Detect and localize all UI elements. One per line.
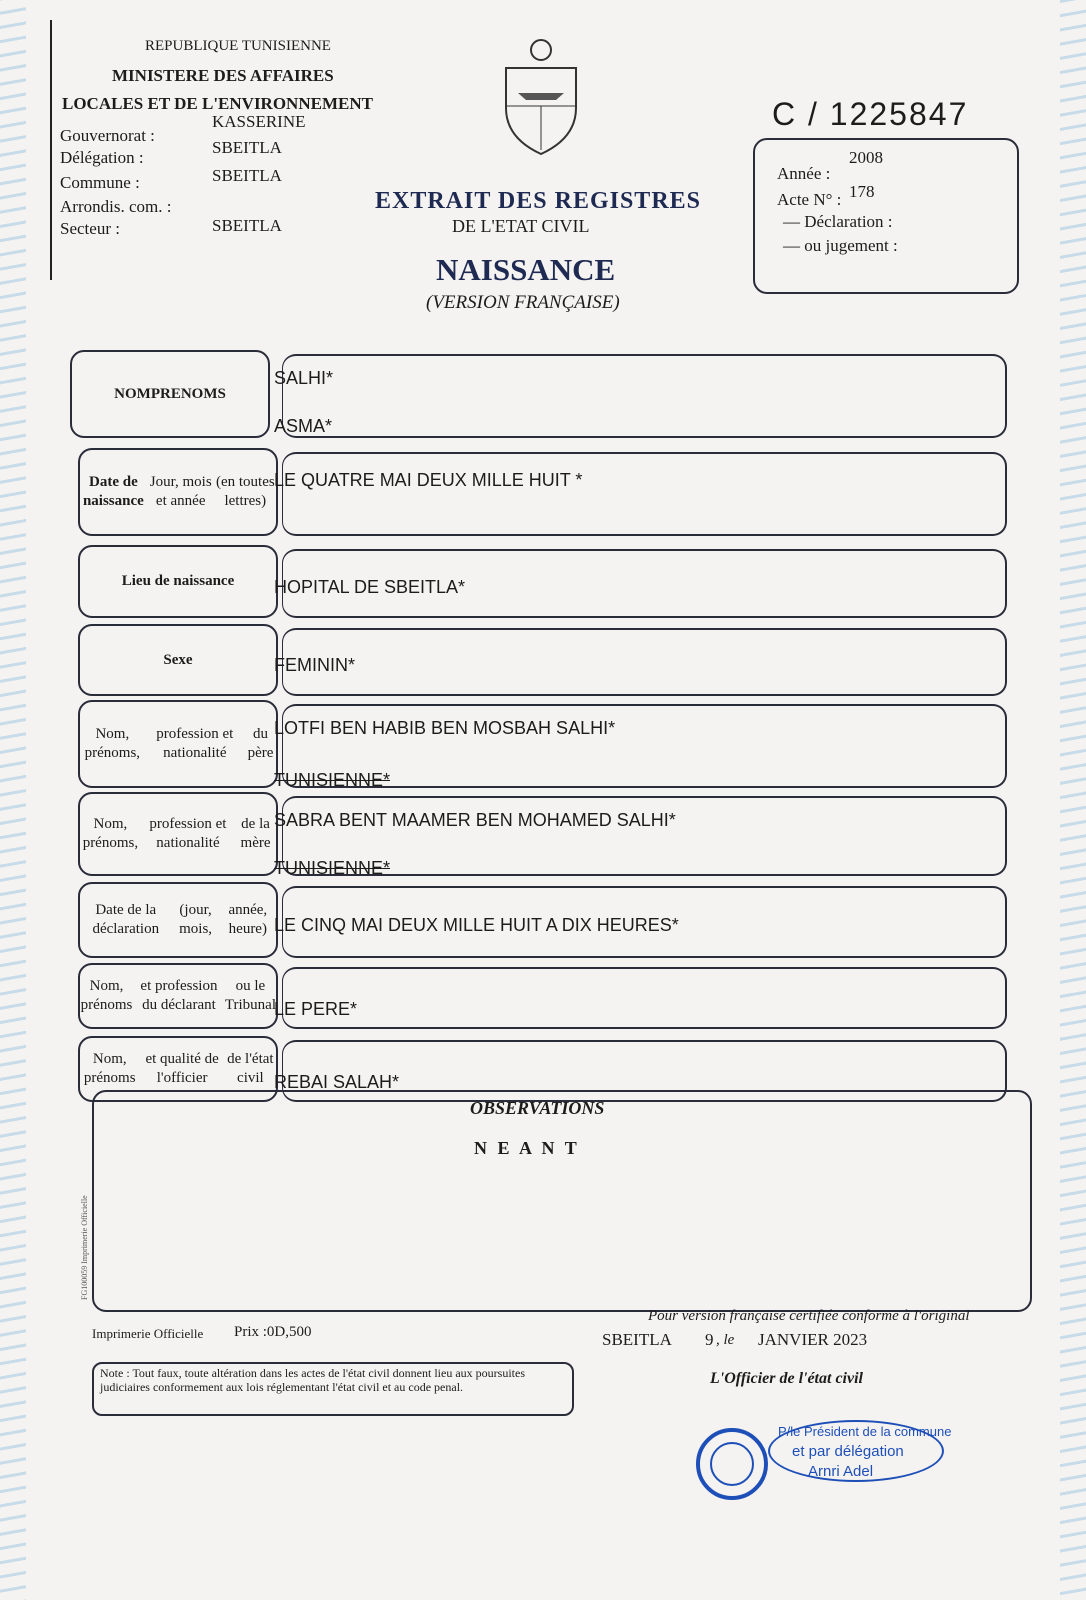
certified-text: Pour version française certifiée conforme à l'original xyxy=(648,1308,970,1324)
row-value: TUNISIENNE* xyxy=(274,770,391,790)
row-value: HOPITAL DE SBEITLA* xyxy=(274,576,466,597)
footer-day: 9 xyxy=(705,1330,714,1349)
title-etat-civil: DE L'ETAT CIVIL xyxy=(452,216,590,236)
row-label xyxy=(70,350,270,438)
officer-title: L'Officier de l'état civil xyxy=(710,1370,863,1387)
row-value: TUNISIENNE* xyxy=(274,858,391,878)
row-value-box xyxy=(282,628,1007,696)
row-label xyxy=(78,963,278,1029)
row-label-line: année, heure) xyxy=(228,902,268,937)
row-label-line: Nom, prénoms, xyxy=(84,726,141,761)
title-extrait: EXTRAIT DES REGISTRES xyxy=(375,188,702,214)
republic-label: REPUBLIQUE TUNISIENNE xyxy=(145,38,331,54)
row-label xyxy=(78,792,278,876)
row-label-line: Date de la déclaration xyxy=(92,902,160,937)
row-value: LE QUATRE MAI DEUX MILLE HUIT * xyxy=(274,470,583,490)
row-value: LOTFI BEN HABIB BEN MOSBAH SALHI* xyxy=(274,718,616,738)
footer-place: SBEITLA xyxy=(602,1330,672,1349)
right-border-pattern xyxy=(1060,0,1086,1600)
row-value: SALHI* xyxy=(274,368,334,388)
row-label-line: profession et nationalité xyxy=(149,816,227,851)
field-value: SBEITLA xyxy=(212,138,282,157)
observations-box xyxy=(92,1090,1032,1312)
row-label-line: de l'état civil xyxy=(227,1051,274,1086)
price-label: Prix :0D,500 xyxy=(234,1324,312,1340)
row-label-line: (en toutes lettres) xyxy=(215,474,275,509)
row-label xyxy=(78,545,278,618)
ministry-line1: MINISTERE DES AFFAIRES xyxy=(112,66,334,85)
row-label-line: (jour, mois, xyxy=(179,902,213,937)
field-value: KASSERINE xyxy=(212,112,306,131)
row-label-line: Nom, prénoms, xyxy=(82,816,139,851)
row-label-line: NOM xyxy=(114,385,151,402)
row-value: SABRA BENT MAAMER BEN MOHAMED SALHI* xyxy=(274,810,676,830)
row-value-box xyxy=(282,796,1007,876)
margin-line xyxy=(50,20,52,280)
field-label: Secteur : xyxy=(60,219,120,238)
row-value: FEMININ* xyxy=(274,655,355,675)
field-value: SBEITLA xyxy=(212,166,282,185)
row-label-line: Nom, prénoms xyxy=(80,978,133,1013)
row-label-line: Sexe xyxy=(163,651,193,668)
footer-le: , le xyxy=(716,1332,735,1348)
field-value: SBEITLA xyxy=(212,216,282,235)
field-label: Commune : xyxy=(60,173,140,192)
title-version: (VERSION FRANÇAISE) xyxy=(426,292,620,313)
legal-note: Note : Tout faux, toute altération dans les actes de l'état civil donnent lieu aux poursuites judiciaires conformement aux lois réglementant l'état civil et au code penal. xyxy=(92,1362,574,1416)
annee-label: Année : xyxy=(777,164,831,183)
row-label xyxy=(78,448,278,536)
observations-title: OBSERVATIONS xyxy=(470,1098,605,1118)
row-label-line: profession et nationalité xyxy=(156,726,234,761)
row-label-line: Jour, mois et année xyxy=(149,474,212,509)
stamp-line1: P/le Président de la commune xyxy=(778,1424,952,1439)
side-print-code: FG100059 Imprimerie Officielle xyxy=(80,1195,89,1300)
row-label-line: Date de naissance xyxy=(82,474,144,509)
row-value: LE CINQ MAI DEUX MILLE HUIT A DIX HEURES* xyxy=(274,915,679,935)
row-value: ASMA* xyxy=(274,416,333,436)
row-value-box xyxy=(282,354,1007,438)
annee-value: 2008 xyxy=(849,148,883,167)
coat-of-arms-emblem xyxy=(498,38,584,156)
acte-value: 178 xyxy=(849,182,875,201)
acte-label: Acte N° : xyxy=(777,190,842,209)
row-label-line: PRENOMS xyxy=(150,385,226,402)
stamp-line3: Arnri Adel xyxy=(808,1463,874,1480)
title-naissance: NAISSANCE xyxy=(436,252,616,287)
declaration-label: — Déclaration : xyxy=(783,212,893,231)
row-label xyxy=(78,882,278,958)
printer-label: Imprimerie Officielle xyxy=(92,1326,204,1341)
acte-box xyxy=(753,138,1019,294)
official-seal-stamp xyxy=(696,1428,768,1500)
row-label-line: et profession du déclarant xyxy=(140,978,218,1013)
stamp-line2: et par délégation xyxy=(792,1443,904,1460)
field-label: Gouvernorat : xyxy=(60,126,155,145)
ministry-line2: LOCALES ET DE L'ENVIRONNEMENT xyxy=(62,94,373,113)
row-label-line: ou le Tribunal xyxy=(224,978,276,1013)
signature-stamp xyxy=(768,1420,952,1482)
left-border-pattern xyxy=(0,0,26,1600)
observations-value: N E A N T xyxy=(474,1138,580,1158)
row-label-line: de la mère xyxy=(240,816,271,851)
jugement-label: — ou jugement : xyxy=(783,236,898,255)
row-label-line: du père xyxy=(247,726,274,761)
row-label-line: Nom, prénoms xyxy=(83,1051,136,1086)
row-value-box xyxy=(282,452,1007,536)
row-label xyxy=(78,624,278,696)
field-label: Arrondis. com. : xyxy=(60,197,172,216)
serial-number: C / 1225847 xyxy=(772,96,969,132)
row-value: REBAI SALAH* xyxy=(274,1072,400,1092)
footer-date: JANVIER 2023 xyxy=(758,1330,868,1349)
row-value: LE PERE* xyxy=(274,999,358,1019)
row-value-box xyxy=(282,967,1007,1029)
row-label-line: et qualité de l'officier xyxy=(145,1051,219,1086)
row-label xyxy=(78,700,278,788)
row-label-line: Lieu de naissance xyxy=(121,573,235,589)
row-value-box xyxy=(282,704,1007,788)
field-label: Délégation : xyxy=(60,148,144,167)
